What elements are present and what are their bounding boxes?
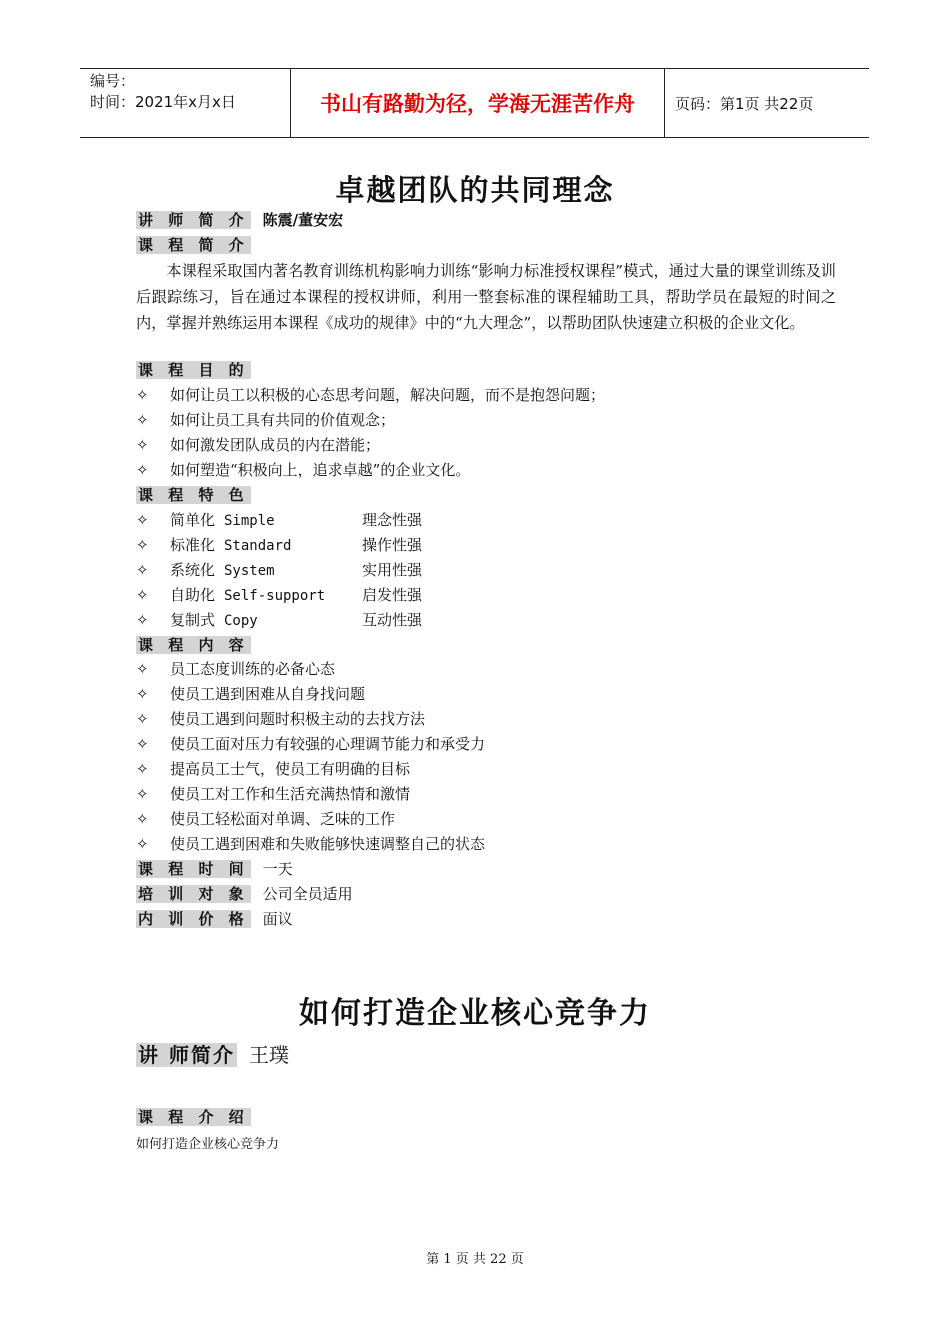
goal-item: ✧ 如何让员工具有共同的价值观念；	[136, 408, 395, 433]
bullet-icon: ✧	[136, 835, 149, 853]
goal-label: 课 程 目 的	[138, 361, 249, 379]
course2-intro-text: 如何打造企业核心竞争力	[136, 1137, 280, 1152]
content-item: ✧ 使员工遇到困难从自身找问题	[136, 682, 365, 707]
course1-goal-heading	[136, 358, 251, 383]
audience-label: 培 训 对 象	[138, 885, 249, 903]
course2-instructor-name: 王璞	[248, 1043, 289, 1067]
feature-item: ✧ 自助化 Self-support 启发性强	[136, 583, 422, 609]
course1-intro-text: 本课程采取国内著名教育训练机构影响力训练“影响力标准授权课程”模式，通过大量的课堂训练及训后跟踪练习，旨在通过本课程的授权讲师，利用一整套标准的课程辅助工具，帮助学员在最短的时间之内，掌握并熟练运用本课程《成功的规律》中的“九大理念”，以帮助团队快速建立积极的企业文化。	[136, 262, 836, 332]
header-page-number: 页码：第1页 共22页	[675, 94, 814, 113]
content-label: 课 程 内 容	[138, 636, 249, 654]
header-info	[80, 69, 290, 137]
document-number: 编号：	[90, 72, 136, 90]
time-label: 课 程 时 间	[138, 860, 249, 878]
feature-item: ✧ 简单化 Simple 理念性强	[136, 508, 422, 534]
content-item: ✧ 使员工遇到困难和失败能够快速调整自己的状态	[136, 832, 485, 857]
bullet-icon: ✧	[136, 785, 149, 803]
bullet-icon: ✧	[136, 710, 149, 728]
bullet-icon: ✧	[136, 461, 149, 479]
course2-intro-heading	[136, 1105, 251, 1130]
page-header	[80, 68, 869, 138]
course2-intro-label: 课 程 介 绍	[138, 1108, 249, 1126]
intro-label: 课 程 简 介	[138, 236, 249, 254]
course1-content-heading	[136, 633, 251, 658]
audience-value: 公司全员适用	[262, 885, 353, 903]
goal-item: ✧ 如何塑造“积极向上，追求卓越”的企业文化。	[136, 458, 470, 483]
course1-time-row	[136, 857, 293, 882]
bullet-icon: ✧	[136, 685, 149, 703]
content-item: ✧ 使员工遇到问题时积极主动的去找方法	[136, 707, 425, 732]
content-item: ✧ 使员工面对压力有较强的心理调节能力和承受力	[136, 732, 485, 757]
bullet-icon: ✧	[136, 511, 149, 529]
feature-item: ✧ 复制式 Copy 互动性强	[136, 608, 422, 634]
price-label: 内 训 价 格	[138, 910, 249, 928]
course2-instructor-row	[136, 1040, 289, 1070]
bullet-icon: ✧	[136, 386, 149, 404]
course1-audience-row	[136, 882, 353, 907]
content-item: ✧ 员工态度训练的必备心态	[136, 657, 335, 682]
bullet-icon: ✧	[136, 810, 149, 828]
bullet-icon: ✧	[136, 536, 149, 554]
price-value: 面议	[262, 910, 293, 928]
content-item: ✧ 使员工轻松面对单调、乏味的工作	[136, 807, 395, 832]
course2-instructor-label: 讲 师简介	[138, 1043, 235, 1067]
header-motto: 书山有路勤为径，学海无涯苦作舟	[290, 69, 665, 137]
bullet-icon: ✧	[136, 411, 149, 429]
feature-item: ✧ 系统化 System 实用性强	[136, 558, 422, 584]
course1-feature-heading	[136, 483, 251, 508]
course1-price-row	[136, 907, 293, 932]
bullet-icon: ✧	[136, 436, 149, 454]
bullet-icon: ✧	[136, 611, 149, 629]
course1-intro-heading	[136, 233, 251, 258]
course1-title: 卓越团队的共同理念	[335, 173, 615, 207]
goal-item: ✧ 如何激发团队成员的内在潜能；	[136, 433, 380, 458]
instructor-label: 讲 师 简 介	[138, 211, 249, 229]
bullet-icon: ✧	[136, 561, 149, 579]
feature-item: ✧ 标准化 Standard 操作性强	[136, 533, 422, 559]
page-footer: 第 1 页 共 22 页	[426, 1252, 524, 1267]
content-item: ✧ 提高员工士气，使员工有明确的目标	[136, 757, 410, 782]
bullet-icon: ✧	[136, 735, 149, 753]
bullet-icon: ✧	[136, 760, 149, 778]
content-item: ✧ 使员工对工作和生活充满热情和激情	[136, 782, 410, 807]
course1-instructor-row	[136, 208, 343, 233]
instructor-name: 陈震/董安宏	[262, 211, 344, 229]
document-time: 时间：2021年x月x日	[90, 93, 236, 111]
time-value: 一天	[262, 860, 293, 878]
feature-label: 课 程 特 色	[138, 486, 249, 504]
bullet-icon: ✧	[136, 660, 149, 678]
goal-item: ✧ 如何让员工以积极的心态思考问题，解决问题，而不是抱怨问题；	[136, 383, 605, 408]
course2-title: 如何打造企业核心竞争力	[299, 996, 651, 1031]
bullet-icon: ✧	[136, 586, 149, 604]
